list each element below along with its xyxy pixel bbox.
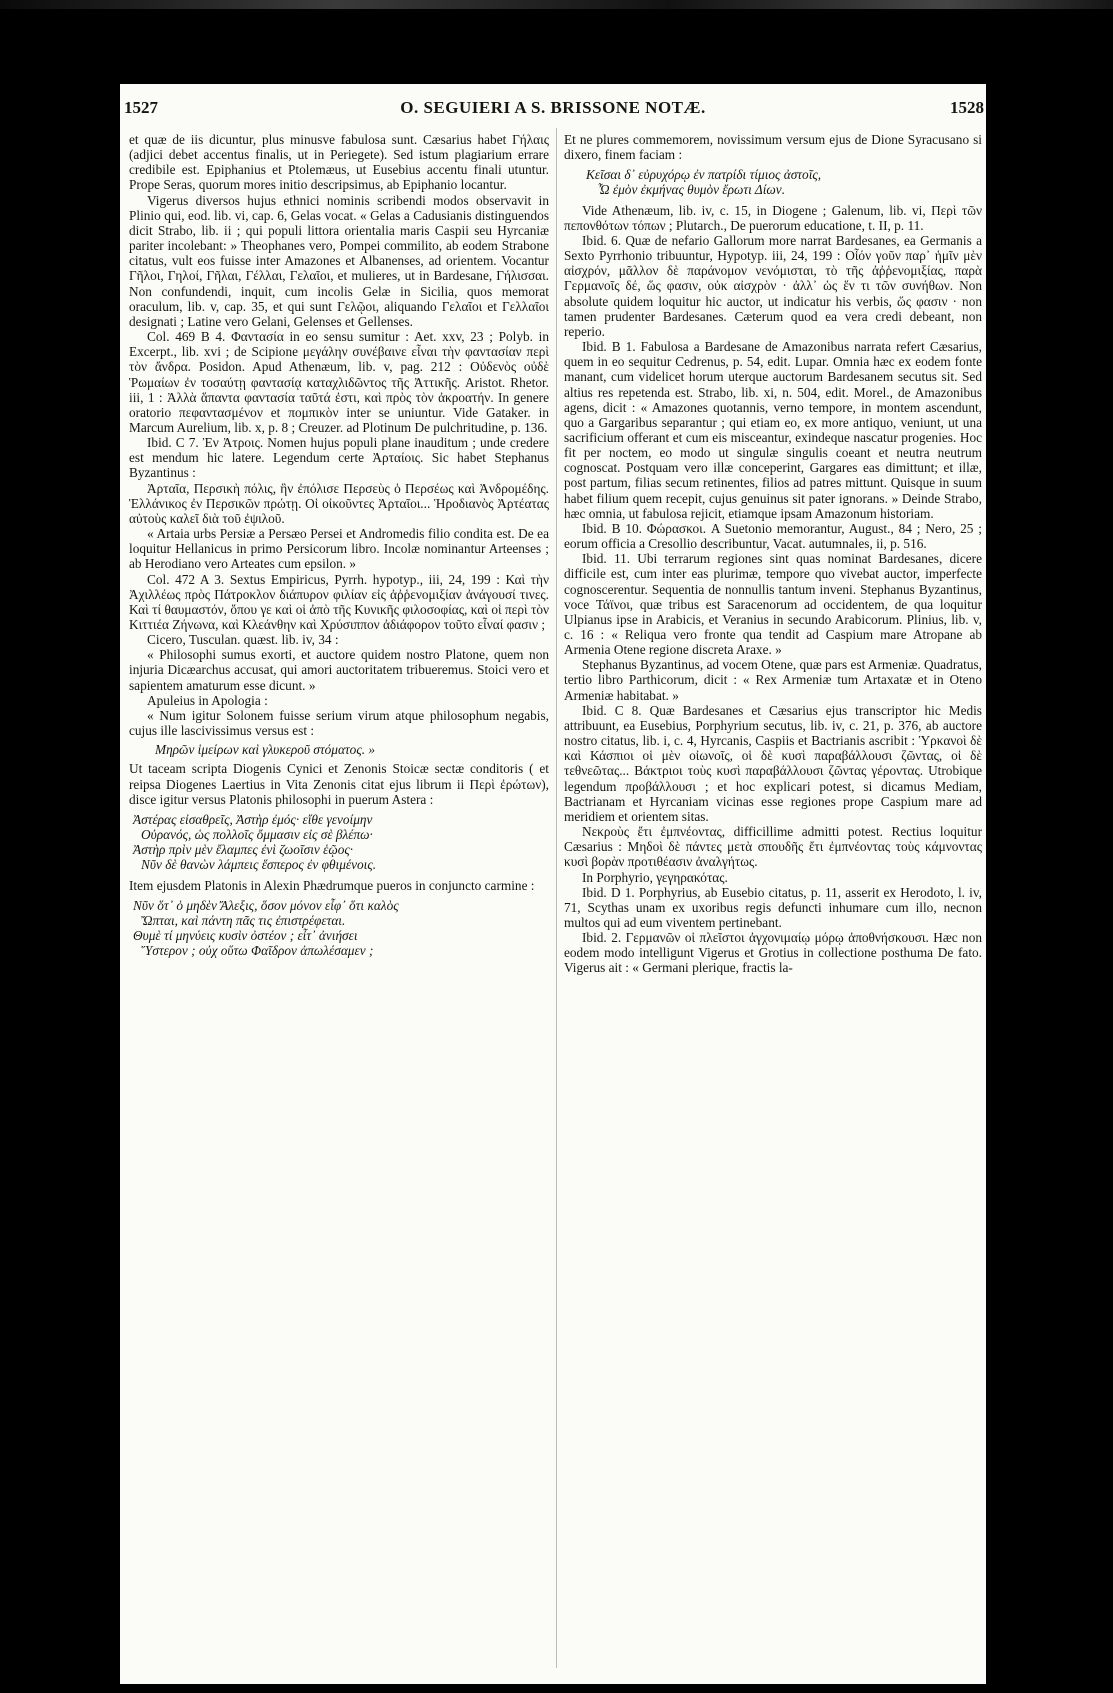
verse-line: Οὐρανός, ὡς πολλοῖς ὄμμασιν εἰς σὲ βλέπω· (141, 827, 373, 843)
right-page-number: 1528 (950, 98, 984, 117)
paragraph: Ibid. 6. Quæ de nefario Gallorum more narrat Bardesanes, ea Germanis a Sexto Pyrrhonio tribuuntur, Hypotyp. iii, 24, 199 : Οἷόν γοῦν παρ᾽ ἡμῖν μὲν αἰσχρόν, μᾶλλον δὲ παράνομον νενόμισται, τὸ τῆς ἀῤῥενομιξίας, παρὰ Γερμανοῖς δέ, ὥς φασιν, οὐκ αἰσχρὸν · ἀλλ᾽ ὡς ἕν τι τῶν συνήθων. Non absolute quidem loquitur hic auctor, ut indicatur his verbis, ὥς φασιν · non tamen prudenter Bardesanes. Cæterum quod ea vera credi debeant, non reperio. (564, 232, 982, 339)
paragraph: « Num igitur Solonem fuisse serium virum atque philosophum negabis, cujus ille lascivissimus versus est : (129, 707, 549, 739)
paragraph: Νεκροὺς ἔτι ἐμπνέοντας, difficillime admitti potest. Rectius loquitur Cæsarius : Μηδοὶ δὲ πάντες μετὰ σπουδῆς ἔτι ἐμπνέοντας τοὺς κάμνοντας κυσὶ βορὰν προτιθέασιν ἀναλγήτως. (564, 824, 982, 870)
verse-line: Κεῖσαι δ᾽ εὐρυχόρῳ ἐν πατρίδι τίμιος ἀστοῖς, (586, 167, 822, 183)
paragraph: et quæ de iis dicuntur, plus minusve fabulosa sunt. Cæsarius habet Γήλαις (adjici debet accentus finalis, ut in Periegete). Sed istum plagiarium errare credibile est. Epiphanius et Ptolemæus, ut Eusebius accentu finali utuntur. Prope Seras, quorum mores initio descripsimus, ab Epiphanio locantur. (129, 132, 549, 193)
column-rule (556, 128, 557, 1668)
paragraph: Stephanus Byzantinus, ad vocem Otene, quæ pars est Armeniæ. Quadratus, tertio libro Parthicorum, dicit : « Rex Armeniæ tum Artaxatæ et in Oteno Armeniæ habitabat. » (564, 657, 982, 703)
scan-edge (0, 0, 1113, 9)
verse-line: Νῦν ὅτ᾽ ὁ μηδὲν Ἄλεξις, ὅσον μόνον εἶφ᾽ ὅτι καλὸς (133, 897, 399, 913)
paragraph: Et ne plures commemorem, novissimum versum ejus de Dione Syracusano si dixero, finem faciam : (564, 132, 982, 163)
paragraph: Ibid. D 1. Porphyrius, ab Eusebio citatus, p. 11, asserit ex Herodoto, l. iv, 71, Scythas unam ex uxoribus regis defuncti inhumare cum illo, necnon multos qui ad eum viventem pertinebant. (564, 884, 982, 930)
paragraph: Ibid. C 8. Quæ Bardesanes et Cæsarius ejus transcriptor hic Medis attribuunt, ea Eusebius, Porphyrium secutus, lib. iv, c. 21, p. 376, ab auctore nostro citatus, lib. i, c. 4, Hyrcanis, Caspiis et Bactrianis ascribit : Ὑρκανοὶ δὲ καὶ Κάσπιοι οἱ μὲν οἰωνοῖς, οἱ δὲ κυσὶ παραβάλλουσι ζῶντας, οἱ δὲ τεθνεῶτας... Βάκτριοι τοὺς κυσὶ παραβάλλουσι ζῶντας γέροντας. Utrobique legendum προβάλλουσι ; et hoc explicari potest, si dicamus Mediam, Bactrianam et Hyrcaniam vicinas esse regiones prope Caspium mare ad meridiem et orientem sitas. (564, 702, 982, 824)
paragraph: Vide Athenæum, lib. iv, c. 15, in Diogene ; Galenum, lib. vi, Περὶ τῶν πεπονθότων τόπων ; Plutarch., De puerorum educatione, t. II, p. 11. (564, 202, 982, 233)
verse-line: Ὦ ἐμὸν ἐκμήνας θυμὸν ἔρωτι Δίων. (598, 182, 786, 198)
paragraph: Col. 472 A 3. Sextus Empiricus, Pyrrh. hypotyp., iii, 24, 199 : Καὶ τὴν Ἀχιλλέως πρὸς Πάτροκλον διάπυρον φιλίαν εἰς ἀῤῥενομιξίαν ἀνάγουσί τινες. Καὶ τί θαυμαστόν, ὅπου γε καὶ οἱ ἀπὸ τῆς Κυνικῆς φιλοσοφίας, καὶ οἱ περὶ τὸν Κιττιέα Ζήνωνα, καὶ Κλεάνθην καὶ Χρύσιππον ἀδιάφορον τοῦτο εἶναί φασιν ; (129, 571, 549, 632)
paragraph: Ibid. C 7. Ἐν Ἀτροις. Nomen hujus populi plane inauditum ; unde credere est mendum hic latere. Legendum certe Ἀρταίοις. Sic habet Stephanus Byzantinus : (129, 435, 549, 481)
running-title: O. SEGUIERI A S. BRISSONE NOTÆ. (400, 98, 706, 117)
paragraph: Col. 469 B 4. Φαντασία in eo sensu sumitur : Aet. xxv, 23 ; Polyb. in Excerpt., lib. xvi ; de Scipione μεγάλην συνέβαινε εἶναι τὴν φαντασίαν περὶ τὸν ἄνδρα. Posidon. Apud Athenæum, lib. v, pag. 212 : Οὐδενὸς οὐδὲ Ῥωμαίων ἐν τοσαύτῃ φαντασίᾳ καταχλιδῶντος τῆς Ἀττικῆς. Aristot. Rhetor. iii, 1 : Ἀλλὰ ἅπαντα φαντασία ταῦτά ἐστι, καὶ πρὸς τὸν ἀκροατήν. In genere oratorio πεφαντασμένον et πομπικὸν inter se uniuntur. Vide Gataker. in Marcum Aurelium, lib. x, p. 8 ; Creuzer. ad Plotinum De pulchritudine, p. 136. (129, 329, 549, 435)
verse-line: Ἀστὴρ πρὶν μὲν ἔλαμπες ἐνὶ ζωοῖσιν ἑῷος· (133, 842, 354, 858)
greek-quotation: Ἀρταῖα, Περσικὴ πόλις, ἣν ἐπόλισε Περσεὺς ὁ Περσέως καὶ Ἀνδρομέδης. Ἑλλάνικος ἐν Περσικῶν πρώτῃ. Οἱ οἰκοῦντες Ἀρταῖοι... Ἡροδιανὸς Ἀρτέατας αὐτοὺς καλεῖ διὰ τοῦ ἐψιλοῦ. (129, 480, 549, 526)
verse-block (564, 167, 982, 197)
paragraph: Ibid. B 1. Fabulosa a Bardesane de Amazonibus narrata refert Cæsarius, quem in eo sequitur Cedrenus, p. 54, edit. Lupar. Omnia hæc ex eodem fonte manant, cum videlicet horum uterque auctorum Bardesanem secutus sit. Sed altius res repetenda est. Strabo, lib. xi, n. 504, edit. Morel., de Amazonibus agens, dicit : « Amazones quotannis, verno tempore, in montem ascendunt, quo a Gargaribus separantur ; qui etiam eo, ex more antiquo, veniunt, ut una sacrificium offerant et cum eis misceantur, exindeque nascatur progenies. Hoc fit per noctem, eo modo ut singulæ singulis coeant et neutra neutrum cognoscat. Postquam vero illæ conceperint, Gargares eas dimittunt; et illæ, post partum, filias secum retinentes, filios ad patres mittunt. Quisque in suum habet filium quem recepit, cujus genuinus sit pater ignorans. » Deinde Strabo, hæc omnia, ut fabulosa rejicit, etiamque ipsam Amazonum historiam. (564, 339, 982, 521)
verse-line: Θυμὲ τί μηνύεις κυσὶν ὀστέον ; εἶτ᾽ ἀνιήσει (133, 927, 358, 943)
verse-line: Ὕστερον ; οὐχ οὕτω Φαῖδρον ἀπωλέσαμεν ; (141, 943, 374, 959)
left-column (129, 132, 549, 963)
book-page (120, 84, 986, 1684)
paragraph: Ibid. 2. Γερμανῶν οἱ πλεῖστοι ἀγχονιμαίῳ μόρῳ ἀποθνήσκουσι. Hæc non eodem modo intelligunt Vigerus et Grotius in collectione posthuma De fato. Vigerus ait : « Germani plerique, fractis la- (564, 930, 982, 976)
verse-line: Νῦν δὲ θανὼν λάμπεις ἕσπερος ἐν φθιμένοις. (141, 857, 377, 873)
verse-line: Ἀστέρας εἰσαθρεῖς, Ἀστὴρ ἐμός· εἴθε γενοίμην (133, 811, 373, 827)
paragraph: In Porphyrio, γεγηρακότας. (582, 869, 728, 885)
verse-line: Μηρῶν ἱμείρων καὶ γλυκεροῦ στόματος. » (155, 742, 376, 758)
verse-block (129, 898, 549, 959)
paragraph: Item ejusdem Platonis in Alexin Phædrumque pueros in conjuncto carmine : (129, 877, 535, 893)
right-column (564, 132, 982, 976)
paragraph: Cicero, Tusculan. quæst. lib. iv, 34 : (147, 632, 339, 648)
paragraph: « Artaia urbs Persiæ a Persæo Persei et Andromedis filio condita est. De ea loquitur Hellanicus in primo Persicorum libro. Incolæ nominantur Arteenses ; ab Herodiano vero Arteates cum epsilon. » (129, 526, 549, 572)
verse-block (129, 812, 549, 873)
paragraph: Vigerus diversos hujus ethnici nominis scribendi modos observavit in Plinio qui, eod. lib. vi, cap. 6, Gelas vocat. « Gelas a Cadusianis distinguendos dicit Strabo, lib. ii ; qui populi littora orientalia maris Caspii seu Hyrcaniæ pariter incolebant: » Theophanes vero, Pompei commilito, ab eodem Strabone citatus, vult eos fuisse inter Amazones et Albanenses, ad orientem. Vocantur Γῆλοι, Γηλοί, Γῆλαι, Γέλλαι, Γελαῖοι, et mulieres, ut in Bardesane, Γήλισσαι. Non confundendi, inquit, cum incolis Gelæ in Sicilia, quos memorat oraculum, lib. v, cap. 35, et qui sunt Γελῷοι, aliquando Γελαῖοι et Γελλαῖοι designati ; Latine vero Gelani, Gelenses et Gellenses. (129, 192, 549, 329)
running-header (120, 84, 986, 120)
left-page-number: 1527 (124, 98, 158, 117)
paragraph: Ibid. B 10. Φώρασκοι. A Suetonio memorantur, August., 84 ; Nero, 25 ; eorum officia a Cresollio describuntur, Vacat. autumnales, ii, p. 516. (564, 520, 982, 552)
paragraph: « Philosophi sumus exorti, et auctore quidem nostro Platone, quem non injuria Dicæarchus accusat, qui amori auctoritatem tribueremus. Stoici vero et sapientem amaturum esse dicunt. » (129, 647, 549, 693)
paragraph: Apuleius in Apologia : (147, 692, 268, 708)
paragraph: Ibid. 11. Ubi terrarum regiones sint quas nominat Bardesanes, dicere difficile est, cum inter eas plurimæ, tempore quo vivebat auctor, imperfecte cognoscerentur. Sequentia de nonnullis tantum inveni. Stephanus Byzantinus, voce Τάϊνοι, quæ tribus est Saracenorum ad occidentem, de qua loquitur Ulpianus ipse in Arabicis, et Veranius in secundo Arabicorum. Plinius, lib. v, c. 16 : « Reliqua vero fronte qua tendit ad Caspium mare Atropane ab Armenia Otene regione discreta Araxe. » (564, 551, 982, 658)
paragraph: Ut taceam scripta Diogenis Cynici et Zenonis Stoicæ sectæ conditoris ( et reipsa Diogenes Laertius in Vita Zenonis citat ejus librum ii Περὶ ἐρώτων), disce igitur versus Platonis philosophi in puerum Astera : (129, 761, 549, 807)
verse-line: Ὤπται, καὶ πάντη πᾶς τις ἐπιστρέφεται. (141, 912, 346, 928)
